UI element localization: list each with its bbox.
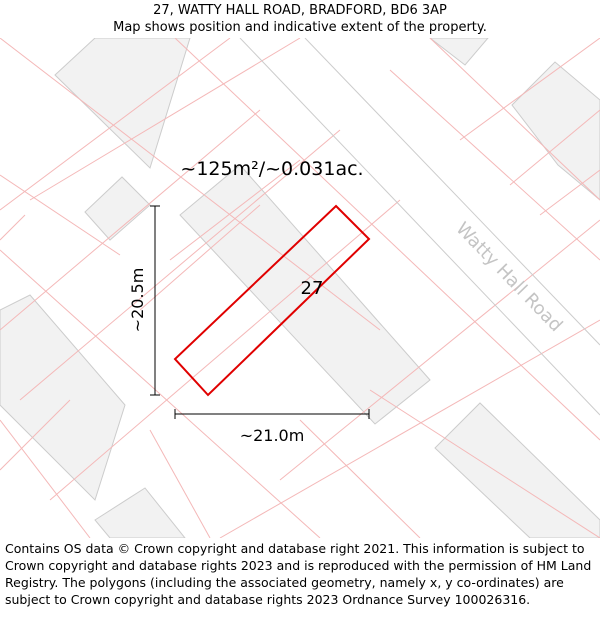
area-label: ~125m²/~0.031ac. xyxy=(180,158,364,180)
height-label: ~20.5m xyxy=(128,267,147,333)
road-name-label: Watty Hall Road xyxy=(451,218,567,337)
map-canvas[interactable] xyxy=(0,38,600,538)
map-subtitle: Map shows position and indicative extent of the property. xyxy=(113,20,487,35)
plot-number-label: 27 xyxy=(300,278,324,299)
attribution-text: Contains OS data © Crown copyright and database right 2021. This information is subject to Crown copyright and database rights 2023 and is reproduced with the permission of HM Land Registry. The polygons (including the associated geometry, namely x, y co-ordinates) are subject to Crown copyright and database rights 2023 Ordnance Survey 100026316. xyxy=(5,541,592,607)
map-title: 27, WATTY HALL ROAD, BRADFORD, BD6 3AP xyxy=(153,3,447,18)
width-label: ~21.0m xyxy=(239,426,305,445)
map-header xyxy=(0,0,600,38)
